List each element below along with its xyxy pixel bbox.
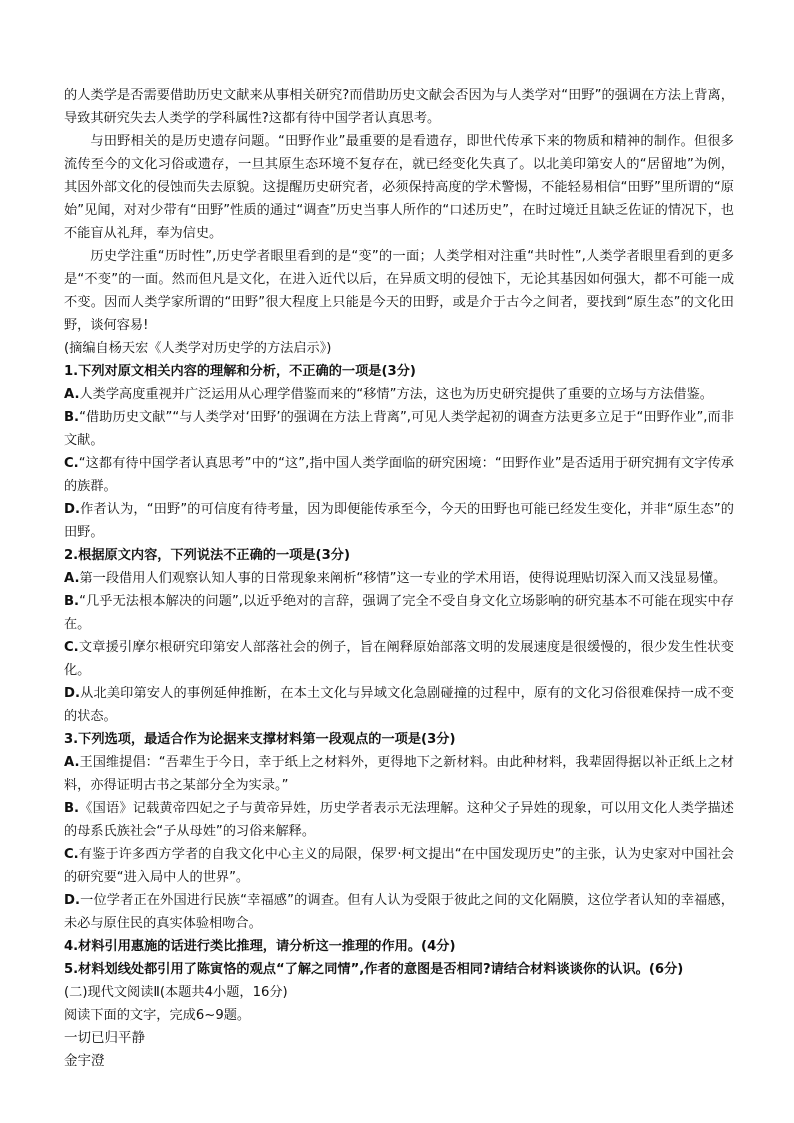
question-3-option-d: D.一位学者正在外国进行民族“幸福感”的调查。但有人认为受限于彼此之间的文化隔膜，这位学者认知的幸福感，未必与原住民的真实体验相吻合。 — [64, 893, 734, 931]
paragraph-intro-tail: 的人类学是否需要借助历史文献来从事相关研究?而借助历史文献会否因为与人类学对“田野”的强调在方法上背离，导致其研究失去人类学的学科属性?这都有待中国学者认真思考。 — [64, 88, 734, 126]
question-3-option-b: B.《国语》记载黄帝四妃之子与黄帝异姓，历史学者表示无法理解。这种父子异姓的现象，可以用文化人类学描述的母系氏族社会“子从母姓”的习俗来解释。 — [64, 801, 734, 839]
source-note: (摘编自杨天宏《人类学对历史学的方法启示》) — [64, 341, 332, 356]
question-1-option-d: D.作者认为，“田野”的可信度有待考量，因为即便能传承至今，今天的田野也可能已经发生变化，并非“原生态”的田野。 — [64, 502, 734, 540]
question-1-option-a: A.人类学高度重视并广泛运用从心理学借鉴而来的“移情”方法，这也为历史研究提供了重要的立场与方法借鉴。 — [64, 387, 713, 402]
question-1-option-c: C.“这都有待中国学者认真思考”中的“这”,指中国人类学面临的研究困境：“田野作业”是否适用于研究拥有文字传承的族群。 — [64, 456, 734, 494]
question-2-option-b: B.“几乎无法根本解决的问题”,以近乎绝对的言辞，强调了完全不受自身文化立场影响的研究基本不可能在现实中存在。 — [64, 594, 734, 632]
paragraph-heritage: 与田野相关的是历史遗存问题。“田野作业”最重要的是看遗存，即世代传承下来的物质和精神的制作。但很多流传至今的文化习俗或遗存，一旦其原生态环境不复存在，就已经变化失真了。以北美印第安人的“居留地”为例，其因外部文化的侵蚀而失去原貌。这提醒历史研究者，必须保持高度的学术警惕，不能轻易相信“田野”里所谓的“原始”见闻，对对少带有“田野”性质的通过“调查”历史当事人所作的“口述历史”，在时过境迁且缺乏佐证的情况下，也不能盲从礼拜，奉为信史。 — [64, 134, 734, 241]
question-2-stem: 2.根据原文内容，下列说法不正确的一项是(3分) — [64, 548, 350, 563]
paragraph-history-anthropology: 历史学注重“历时性”,历史学者眼里看到的是“变”的一面；人类学相对注重“共时性”,人类学者眼里看到的更多是“不变”的一面。然而但凡是文化，在进入近代以后，在异质文明的侵蚀下，无论其基因如何强大，都不可能一成不变。因而人类学家所谓的“田野”很大程度上只能是今天的田野，或是介于古今之间者，要找到“原生态”的文化田野，谈何容易! — [64, 249, 734, 333]
question-2-option-a: A.第一段借用人们观察认知人事的日常现象来阐析“移情”这一专业的学术用语，使得说理贴切深入而又浅显易懂。 — [64, 571, 727, 586]
question-1-stem: 1.下列对原文相关内容的理解和分析，不正确的一项是(3分) — [64, 364, 416, 379]
article-title: 一切已归平静 — [64, 1030, 145, 1046]
question-4: 4.材料引用惠施的话进行类比推理，请分析这一推理的作用。(4分) — [64, 939, 456, 954]
article-author: 金宇澄 — [64, 1053, 105, 1069]
question-3-stem: 3.下列选项，最适合作为论据来支撑材料第一段观点的一项是(3分) — [64, 732, 456, 747]
question-1-option-b: B.“借助历史文献”“与人类学对‘田野’的强调在方法上背离”,可见人类学起初的调查方法更多立足于“田野作业”,而非文献。 — [64, 410, 734, 448]
question-2-option-d: D.从北美印第安人的事例延伸推断，在本土文化与异域文化急剧碰撞的过程中，原有的文化习俗很难保持一成不变的状态。 — [64, 686, 734, 724]
section-2-heading: (二)现代文阅读Ⅱ(本题共4小题，16分) — [64, 985, 288, 1000]
question-3-option-a: A.王国维提倡：“吾辈生于今日，幸于纸上之材料外，更得地下之新材料。由此种材料，我辈固得据以补正纸上之材料，亦得证明古书之某部分全为实录。” — [64, 755, 734, 793]
exam-page — [64, 84, 734, 1073]
question-5: 5.材料划线处都引用了陈寅恪的观点“了解之同情”,作者的意图是否相同?请结合材料谈谈你的认识。(6分) — [64, 962, 684, 977]
question-3-option-c: C.有鉴于许多西方学者的自我文化中心主义的局限，保罗·柯文提出“在中国发现历史”的主张，认为史家对中国社会的研究要“进入局中人的世界”。 — [64, 847, 734, 885]
question-2-option-c: C.文章援引摩尔根研究印第安人部落社会的例子，旨在阐释原始部落文明的发展速度是很缓慢的，很少发生性状变化。 — [64, 640, 734, 678]
reading-instruction: 阅读下面的文字，完成6~9题。 — [64, 1008, 251, 1023]
